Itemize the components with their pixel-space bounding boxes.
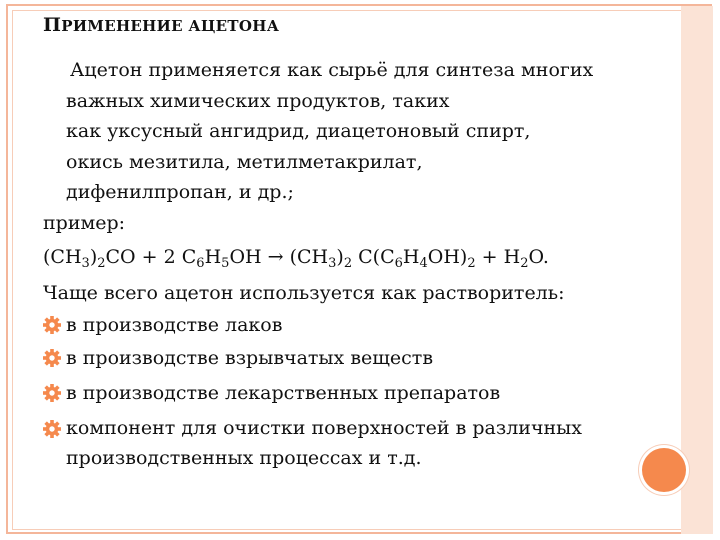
slide-title <box>43 14 279 36</box>
paragraph-line-4: окись мезитила, метилметакрилат, <box>66 151 423 173</box>
solvent-intro: Чаще всего ацетон используется как растворитель: <box>43 282 565 304</box>
paragraph-line-2: важных химических продуктов, таких <box>66 90 450 112</box>
bullet-item-cleaning-continued: производственных процессах и т.д. <box>66 447 422 469</box>
title-initial: П <box>43 14 62 36</box>
title-rest: РИМЕНЕНИЕ АЦЕТОНА <box>61 17 280 35</box>
paragraph-line-1: Ацетон применяется как сырьё для синтеза многих <box>70 59 594 81</box>
bullet-item-cleaning: компонент для очистки поверхностей в различных <box>66 417 583 439</box>
bullet-item-lacquers: в производстве лаков <box>66 314 283 336</box>
gear-icon <box>43 316 61 334</box>
bullet-item-pharmaceuticals: в производстве лекарственных препаратов <box>66 382 501 404</box>
gear-icon <box>43 420 61 438</box>
bullet-item-explosives: в производстве взрывчатых веществ <box>66 347 434 369</box>
example-label: пример: <box>43 212 126 234</box>
paragraph-line-5: дифенилпропан, и др.; <box>66 181 294 203</box>
gear-icon <box>43 384 61 402</box>
reaction-formula: $(CH_3)_2CO + 2$ $C_6H_5OH \to (CH_3)_2$ $C(C_6H_4OH)_2 + H_2O$. <box>43 246 549 271</box>
gear-icon <box>43 349 61 367</box>
decorative-circle <box>642 448 686 492</box>
paragraph-line-3: как уксусный ангидрид, диацетоновый спирт, <box>66 120 531 142</box>
decorative-side-bar <box>681 6 713 534</box>
